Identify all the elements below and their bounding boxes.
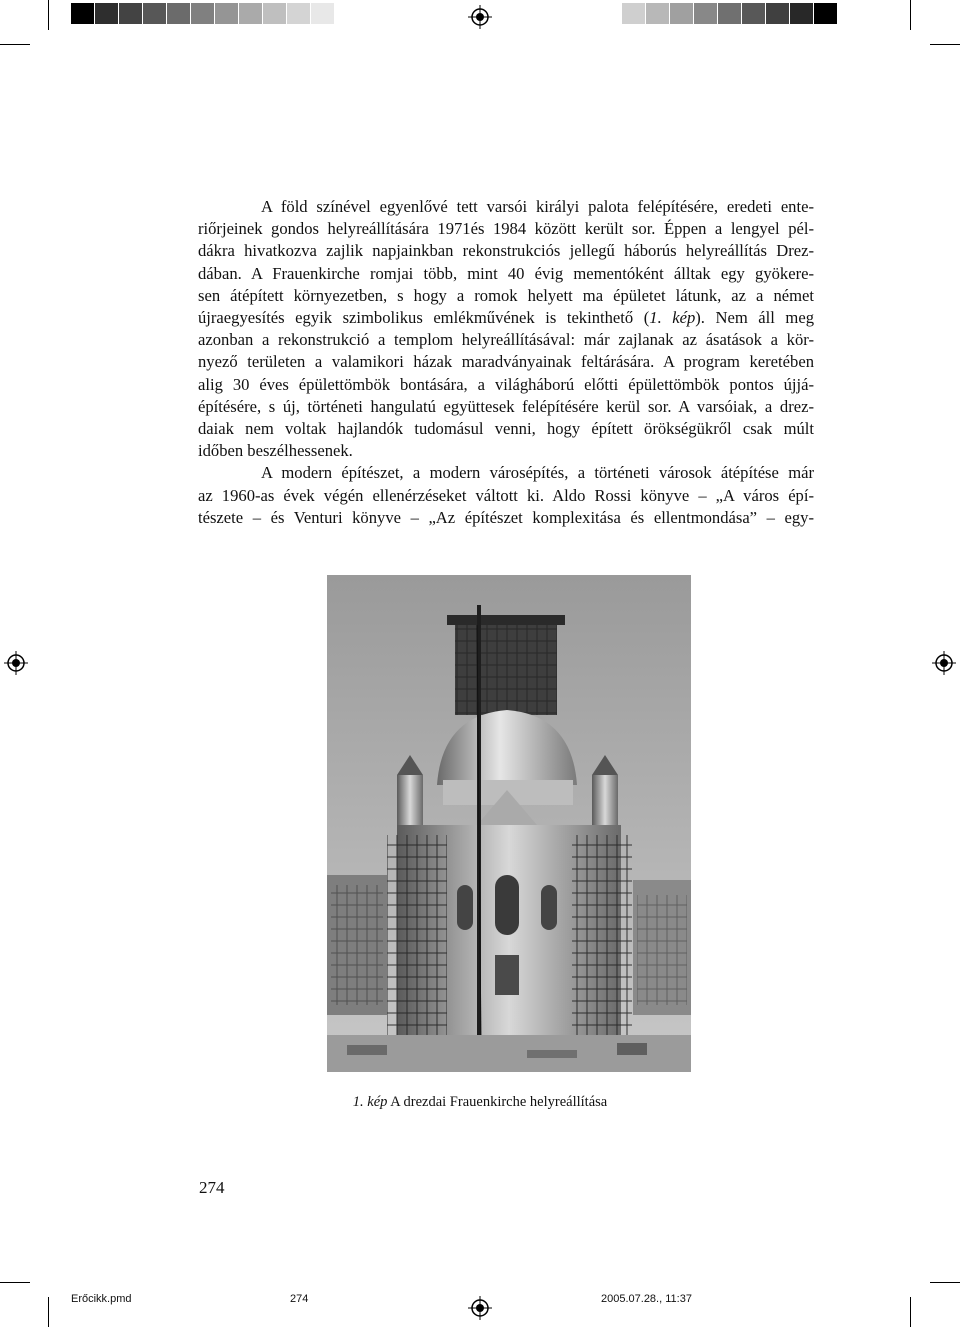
text-line: A modern építészet, a modern városépítés, a történeti városok átépítése már — [261, 463, 814, 483]
color-swatch — [71, 3, 95, 24]
color-swatch — [742, 3, 766, 24]
color-swatch — [95, 3, 119, 24]
crop-mark — [930, 1282, 960, 1283]
text-line: építésére, s új, történeti hangulatú együttesek felépítésére kerül sor. A varsóiak, a drez- — [198, 396, 814, 416]
color-swatch — [167, 3, 191, 24]
caption-text: A drezdai Frauenkirche helyreállítása — [387, 1094, 608, 1110]
text-span: ). Nem áll meg — [695, 308, 814, 328]
caption-label: 1. kép — [352, 1094, 388, 1110]
frauenkirche-photo — [327, 575, 691, 1072]
color-swatch — [814, 3, 838, 24]
text-line: dában. A Frauenkirche romjai több, mint 40 évig mementóként álltak egy gyökere- — [198, 263, 814, 283]
text-line: alig 30 éves épülettömbök bontására, a világháború előtti épülettömbök pontos újjá- — [198, 374, 814, 394]
color-swatch — [215, 3, 239, 24]
color-swatch — [694, 3, 718, 24]
color-swatch — [119, 3, 143, 24]
figure-caption — [0, 1094, 960, 1111]
text-line: riőrjeinek gondos helyreállítására 1971és 1984 között került sor. Éppen a lengyel pél- — [198, 219, 814, 239]
color-swatch — [239, 3, 263, 24]
color-bar-left — [71, 3, 335, 24]
color-swatch — [287, 3, 311, 24]
registration-mark-icon — [932, 651, 956, 675]
slug-datetime: 2005.07.28., 11:37 — [601, 1293, 692, 1305]
registration-mark-icon — [4, 651, 28, 675]
color-swatch — [790, 3, 814, 24]
figure-reference: 1. kép — [649, 308, 696, 328]
text-line — [198, 307, 814, 329]
text-span: újraegyesítés egyik szimbolikus emlékművének is tekinthető ( — [198, 308, 650, 328]
color-swatch — [622, 3, 646, 24]
page-number: 274 — [199, 1178, 225, 1197]
text-line: A föld színével egyenlővé tett varsói királyi palota felépítésére, eredeti ente- — [261, 197, 814, 216]
crop-mark — [48, 0, 49, 30]
color-swatch — [263, 3, 287, 24]
color-swatch — [718, 3, 742, 24]
body-text — [198, 196, 814, 529]
text-line: az 1960-as évek végén ellenérzéseket váltott ki. Aldo Rossi könyve – „A város épí- — [198, 485, 814, 505]
color-swatch — [311, 3, 335, 24]
text-line: daiak nem voltak hajlandók tudomásul venni, hogy épített örökségükről csak múlt — [198, 419, 814, 439]
color-swatch — [646, 3, 670, 24]
slug-page: 274 — [290, 1293, 309, 1305]
color-swatch — [670, 3, 694, 24]
text-line: azonban a rekonstrukció a templom helyreállításával: már zajlanak az ásatások a kör- — [198, 330, 814, 350]
color-swatch — [191, 3, 215, 24]
text-line: időben beszélhessenek. — [198, 441, 353, 461]
registration-mark-icon — [468, 5, 492, 29]
color-bar-right — [622, 3, 838, 24]
crop-mark — [930, 44, 960, 45]
crop-mark — [0, 44, 30, 45]
color-swatch — [143, 3, 167, 24]
crop-mark — [48, 1297, 49, 1327]
registration-mark-icon — [468, 1296, 492, 1320]
text-line: tészete – és Venturi könyve – „Az építészet komplexitása és ellentmondása” – egy- — [198, 507, 814, 527]
color-swatch — [766, 3, 790, 24]
slug-filename: Erőcikk.pmd — [71, 1293, 132, 1305]
text-line: dákra hivatkozva zajlik napjainkban rekonstrukciós jellegű háborús helyreállítás Drez- — [198, 241, 814, 261]
crop-mark — [910, 0, 911, 30]
crop-mark — [0, 1282, 30, 1283]
text-line: sen átépített környezetben, s hogy a romok helyett ma épületet látunk, az a német — [198, 285, 814, 305]
crop-mark — [910, 1297, 911, 1327]
text-line: nyező területen a valamikori házak maradványainak feltárására. A program keretében — [198, 352, 814, 372]
